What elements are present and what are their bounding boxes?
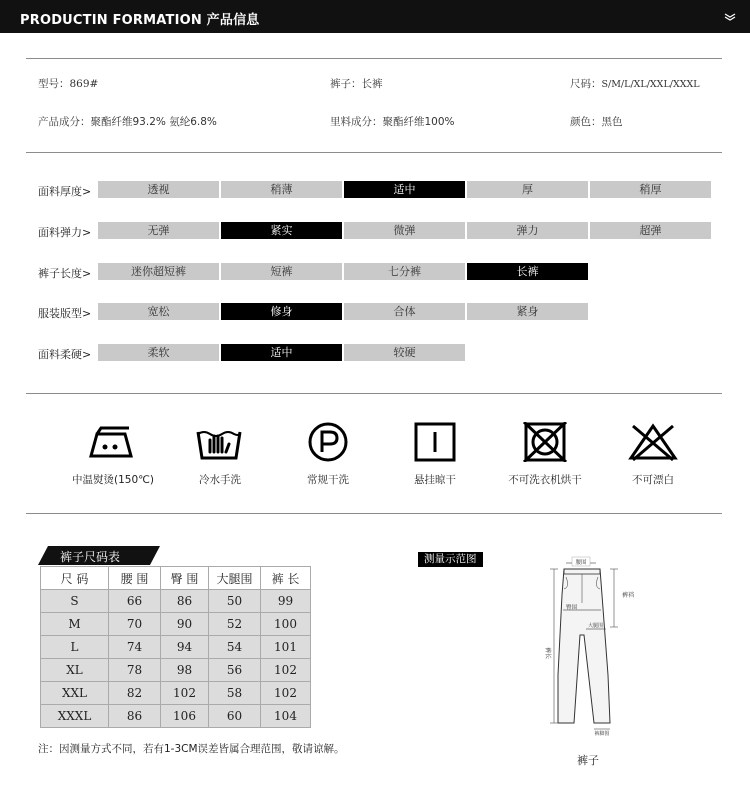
attribute-option: 较硬 — [344, 344, 465, 361]
care-label: 不可洗衣机烘干 — [508, 474, 582, 486]
size-table-title: 裤子尺码表 — [60, 550, 121, 564]
table-cell: 66 — [109, 590, 161, 613]
attribute-label: 面料柔硬> — [38, 348, 92, 361]
attribute-option: 紧身 — [467, 303, 588, 320]
attribute-label: 服装版型> — [38, 307, 92, 320]
divider — [26, 513, 722, 514]
attribute-option: 稍薄 — [221, 181, 342, 198]
attribute-option: 七分裤 — [344, 263, 465, 280]
table-header-cell: 裤 长 — [261, 567, 311, 590]
care-item-no-bleach — [598, 422, 708, 487]
attribute-option: 厚 — [467, 181, 588, 198]
attribute-option: 柔软 — [98, 344, 219, 361]
attribute-option: 透视 — [98, 181, 219, 198]
table-header-cell: 臀 围 — [161, 567, 209, 590]
iron-icon — [85, 422, 141, 462]
attribute-option-selected: 适中 — [221, 344, 342, 361]
divider — [26, 393, 722, 394]
attribute-option: 稍厚 — [590, 181, 711, 198]
attribute-label: 裤子长度> — [38, 267, 92, 280]
table-cell: L — [41, 636, 109, 659]
waist-label: 腰围 — [575, 560, 587, 566]
type-info: 裤子：长裤 — [330, 78, 383, 90]
hip-label: 臀围 — [566, 605, 578, 611]
table-cell: S — [41, 590, 109, 613]
size-value: S/M/L/XL/XXL/XXXL — [601, 79, 700, 90]
table-row — [41, 705, 311, 728]
measure-diagram-tag: 测量示范图 — [418, 552, 483, 567]
table-cell: 102 — [161, 682, 209, 705]
table-cell: 70 — [109, 613, 161, 636]
double-chevron-down-icon — [724, 13, 736, 21]
material-info: 产品成分：聚酯纤维93.2% 氨纶6.8% — [38, 116, 217, 128]
attribute-option-selected: 长裤 — [467, 263, 588, 280]
table-cell: 52 — [209, 613, 261, 636]
table-row — [41, 636, 311, 659]
table-cell: 102 — [261, 659, 311, 682]
table-cell: 60 — [209, 705, 261, 728]
attribute-option: 无弹 — [98, 222, 219, 239]
care-item-hang-dry — [380, 422, 490, 487]
table-cell: 94 — [161, 636, 209, 659]
no-tumble-dry-icon — [517, 422, 573, 462]
table-cell: XXXL — [41, 705, 109, 728]
divider — [26, 152, 722, 153]
care-label: 悬挂晾干 — [414, 474, 456, 486]
table-cell: 58 — [209, 682, 261, 705]
care-label: 冷水手洗 — [199, 474, 241, 486]
attribute-label: 面料弹力> — [38, 226, 92, 239]
divider — [26, 58, 722, 59]
table-cell: 104 — [261, 705, 311, 728]
attribute-option: 微弹 — [344, 222, 465, 239]
care-label: 不可漂白 — [632, 474, 674, 486]
table-row — [41, 682, 311, 705]
rise-label: 裤裆 — [622, 592, 635, 599]
care-label: 常规干洗 — [307, 474, 349, 486]
table-cell: 74 — [109, 636, 161, 659]
care-item-iron — [58, 422, 168, 487]
table-row — [41, 590, 311, 613]
color-info: 颜色：黑色 — [570, 116, 623, 128]
attribute-option: 超弹 — [590, 222, 711, 239]
thigh-label: 大腿围 — [588, 623, 604, 629]
dry-clean-icon — [300, 422, 356, 462]
table-cell: 100 — [261, 613, 311, 636]
attribute-option: 合体 — [344, 303, 465, 320]
table-header-row — [41, 567, 311, 590]
table-row — [41, 659, 311, 682]
table-cell: 86 — [161, 590, 209, 613]
hand-wash-icon — [192, 422, 248, 462]
table-header-cell: 腰 围 — [109, 567, 161, 590]
attribute-option: 宽松 — [98, 303, 219, 320]
care-item-hand-wash — [165, 422, 275, 487]
care-item-dry-clean — [273, 422, 383, 487]
attribute-option: 短裤 — [221, 263, 342, 280]
table-cell: 102 — [261, 682, 311, 705]
table-cell: 78 — [109, 659, 161, 682]
attribute-option-selected: 修身 — [221, 303, 342, 320]
table-row — [41, 613, 311, 636]
table-cell: 50 — [209, 590, 261, 613]
size-label: 尺码： — [570, 78, 602, 90]
table-header-cell: 大腿围 — [209, 567, 261, 590]
header-title: PRODUCTIN FORMATION 产品信息 — [20, 13, 260, 28]
size-info — [570, 76, 700, 91]
table-cell: 56 — [209, 659, 261, 682]
model-label: 型号： — [38, 78, 70, 90]
model-info — [38, 76, 98, 91]
hem-label: 裤脚围 — [594, 731, 610, 737]
lining-info: 里料成分：聚酯纤维100% — [330, 116, 455, 128]
hang-dry-icon — [407, 422, 463, 462]
attribute-option: 迷你超短裤 — [98, 263, 219, 280]
size-table — [40, 566, 311, 728]
table-cell: 82 — [109, 682, 161, 705]
measurement-note: 注：因测量方式不同，若有1-3CM误差皆属合理范围，敬请谅解。 — [38, 743, 345, 755]
table-cell: 98 — [161, 659, 209, 682]
table-header-cell: 尺 码 — [41, 567, 109, 590]
header-bar — [0, 0, 750, 33]
table-cell: XL — [41, 659, 109, 682]
table-cell: 101 — [261, 636, 311, 659]
table-cell: XXL — [41, 682, 109, 705]
pants-caption: 裤子 — [577, 754, 599, 767]
care-item-no-tumble-dry — [490, 422, 600, 487]
size-table-tab — [38, 546, 160, 565]
table-cell: 106 — [161, 705, 209, 728]
attribute-label: 面料厚度> — [38, 185, 92, 198]
table-cell: M — [41, 613, 109, 636]
pants-diagram-icon — [530, 555, 640, 750]
no-bleach-icon — [625, 422, 681, 462]
attribute-option: 弹力 — [467, 222, 588, 239]
table-cell: 54 — [209, 636, 261, 659]
table-cell: 90 — [161, 613, 209, 636]
table-cell: 86 — [109, 705, 161, 728]
attribute-option-selected: 紧实 — [221, 222, 342, 239]
model-value: 869# — [69, 78, 99, 90]
length-label: 裤长 — [544, 647, 551, 660]
care-label: 中温熨烫(150℃) — [71, 474, 155, 486]
table-cell: 99 — [261, 590, 311, 613]
attribute-option-selected: 适中 — [344, 181, 465, 198]
